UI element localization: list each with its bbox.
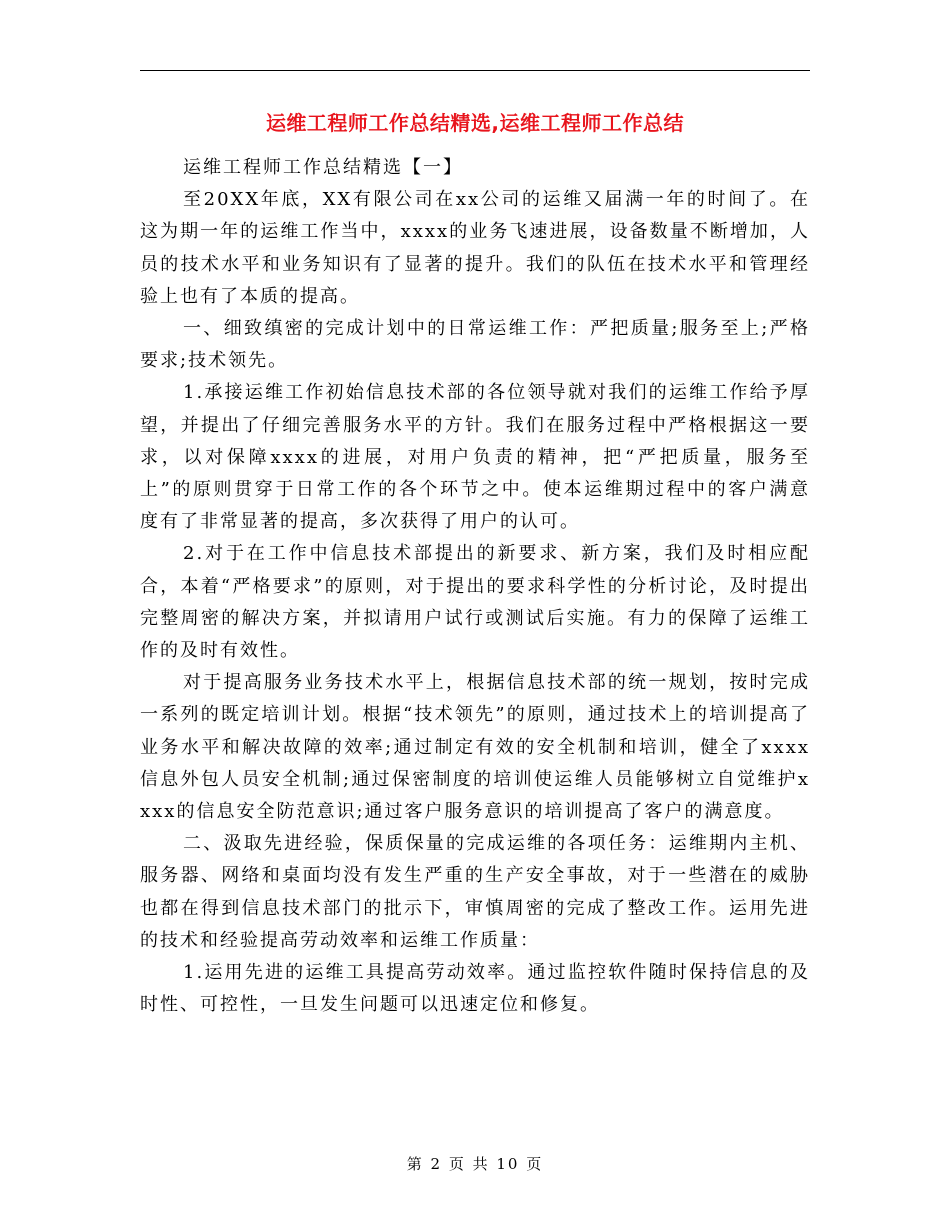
page-number: 第 2 页 共 10 页 [406,1155,544,1173]
paragraph-item-2: 2.对于在工作中信息技术部提出的新要求、新方案，我们及时相应配合，本着“严格要求”的原则，对于提出的要求科学性的分析讨论，及时提出完整周密的解决方案，并拟请用户试行或测试后实施。有力的保障了运维工作的及时有效性。 [140,543,810,662]
paragraph-tools: 1.运用先进的运维工具提高劳动效率。通过监控软件随时保持信息的及时性、可控性，一旦发生问题可以迅速定位和修复。 [140,962,810,1016]
paragraph-training: 对于提高服务业务技术水平上，根据信息技术部的统一规划，按时完成一系列的既定培训计划。根据“技术领先”的原则，通过技术上的培训提高了业务水平和解决故障的效率;通过制定有效的安全机制和培训，健全了xxxx信息外包人员安全机制;通过保密制度的培训使运维人员能够树立自觉维护xxxx的信息安全防范意识;通过客户服务意识的培训提高了客户的满意度。 [140,672,810,823]
paragraph-intro: 至20XX年底，XX有限公司在xx公司的运维又届满一年的时间了。在这为期一年的运维工作当中，xxxx的业务飞速进展，设备数量不断增加，人员的技术水平和业务知识有了显著的提升。我们的队伍在技术水平和管理经验上也有了本质的提高。 [140,189,810,307]
section-heading: 运维工程师工作总结精选【一】 [183,157,463,178]
paragraph-part-two: 二、汲取先进经验，保质保量的完成运维的各项任务：运维期内主机、服务器、网络和桌面均没有发生严重的生产安全事故，对于一些潜在的威胁也都在得到信息技术部门的批示下，审慎周密的完成了整改工作。运用先进的技术和经验提高劳动效率和运维工作质量： [140,833,810,951]
paragraph-part-one: 一、细致缜密的完成计划中的日常运维工作：严把质量;服务至上;严格要求;技术领先。 [140,318,810,372]
header-rule [140,70,810,71]
paragraph-item-1: 1.承接运维工作初始信息技术部的各位领导就对我们的运维工作给予厚望，并提出了仔细完善服务水平的方针。我们在服务过程中严格根据这一要求，以对保障xxxx的进展，对用户负责的精神，把“严把质量，服务至上”的原则贯穿于日常工作的各个环节之中。使本运维期过程中的客户满意度有了非常显著的提高，多次获得了用户的认可。 [140,382,810,533]
document-body [140,152,810,1021]
document-title: 运维工程师工作总结精选,运维工程师工作总结 [265,111,685,135]
